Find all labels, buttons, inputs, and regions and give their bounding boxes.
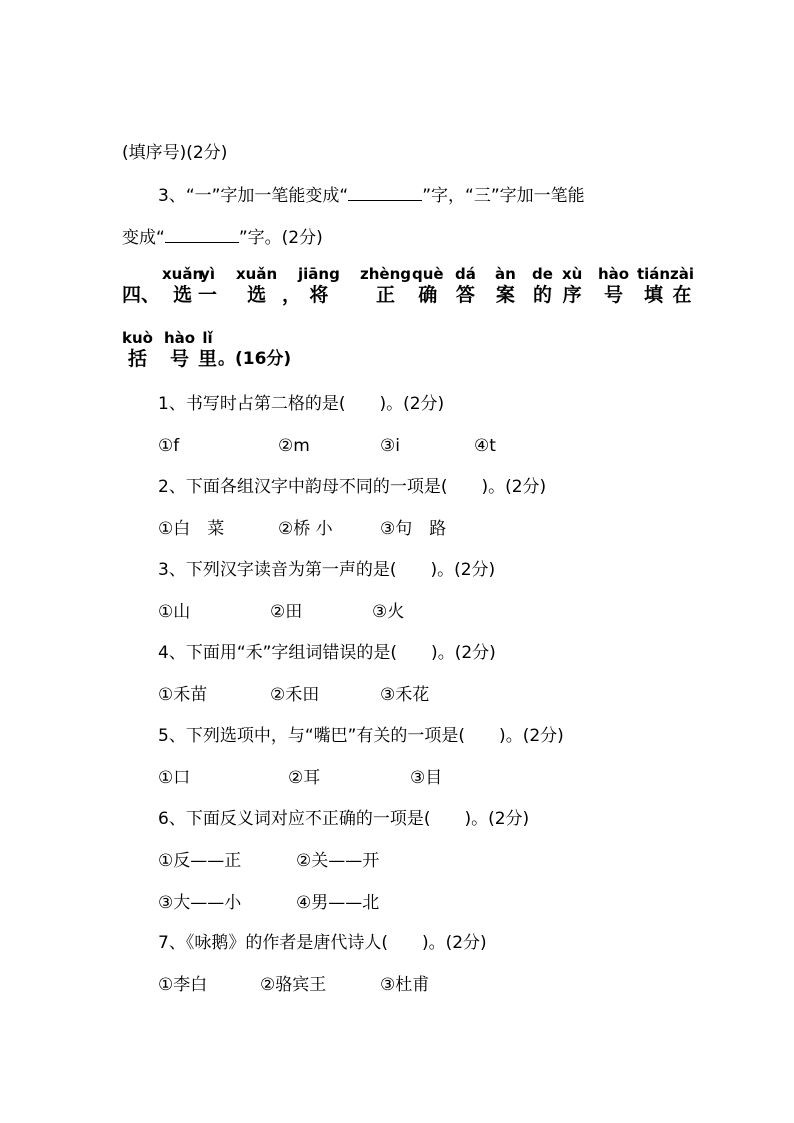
pinyin: dá <box>455 265 476 283</box>
hanzi: ， <box>282 284 302 306</box>
hanzi: 正 <box>375 284 395 306</box>
pinyin: jiāng <box>298 265 340 283</box>
question-3-text-d: ”字。(2分) <box>238 228 323 248</box>
question-1-option[interactable]: ③i <box>380 436 400 456</box>
question-7-stem: 7、《咏鹅》的作者是唐代诗人( )。(2分) <box>158 933 487 953</box>
r1-char <box>598 265 629 307</box>
pinyin <box>122 265 160 283</box>
hanzi: 答 <box>455 284 475 306</box>
pinyin: hào <box>164 329 196 347</box>
pinyin: què <box>412 265 444 283</box>
hanzi: 将 <box>309 284 329 306</box>
pinyin: de <box>532 265 553 283</box>
hanzi: 序 <box>562 284 582 306</box>
pinyin: lǐ <box>202 329 213 347</box>
question-6-option[interactable]: ③大——小 <box>158 893 242 913</box>
hanzi: 的 <box>532 284 552 306</box>
answer-blank-1[interactable] <box>348 186 422 201</box>
pinyin: àn <box>495 265 516 283</box>
hanzi: 四、 <box>122 284 161 306</box>
question-2-option[interactable]: ①白 菜 <box>158 519 225 539</box>
question-7-option[interactable]: ③杜甫 <box>380 975 430 995</box>
question-5-option[interactable]: ①口 <box>158 768 191 788</box>
question-3-option[interactable]: ①山 <box>158 602 191 622</box>
question-3-line2 <box>122 227 323 249</box>
hanzi: 填 <box>644 284 664 306</box>
pinyin: yì <box>200 265 215 283</box>
pinyin: hào <box>598 265 630 283</box>
r1-char <box>236 265 277 307</box>
section-4-points: 。(16分) <box>218 349 292 369</box>
r1-char <box>122 265 160 307</box>
question-4-option[interactable]: ①禾苗 <box>158 685 208 705</box>
question-6-option[interactable]: ②关——开 <box>296 851 380 871</box>
r1-char <box>532 265 553 307</box>
hanzi: 案 <box>495 284 515 306</box>
hanzi: 选 <box>247 284 267 306</box>
question-4-stem: 4、下面用“禾”字组词错误的是( )。(2分) <box>158 643 496 663</box>
question-3-option[interactable]: ②田 <box>270 602 303 622</box>
question-3-text-a: 3、“一”字加一笔能变成“ <box>158 186 349 206</box>
question-3-stem: 3、下列汉字读音为第一声的是( )。(2分) <box>158 560 496 580</box>
question-4-option[interactable]: ②禾田 <box>270 685 320 705</box>
hanzi: 号 <box>604 284 624 306</box>
question-2-stem: 2、下面各组汉字中韵母不同的一项是( )。(2分) <box>158 477 547 497</box>
pinyin: xuǎn <box>162 265 204 283</box>
pinyin: xù <box>562 265 583 283</box>
question-7-option[interactable]: ①李白 <box>158 975 208 995</box>
question-1-option[interactable]: ②m <box>278 436 310 456</box>
question-6-stem: 6、下面反义词对应不正确的一项是( )。(2分) <box>158 809 530 829</box>
r1-char <box>162 265 203 307</box>
question-5-option[interactable]: ②耳 <box>288 768 321 788</box>
hanzi: 在 <box>672 284 692 306</box>
question-6-option[interactable]: ④男——北 <box>296 893 380 913</box>
r2-char <box>122 329 153 371</box>
pinyin: kuò <box>122 329 153 347</box>
hanzi: 选 <box>173 284 193 306</box>
r1-char <box>198 265 217 307</box>
answer-blank-2[interactable] <box>165 228 239 243</box>
hanzi: 里 <box>198 348 218 370</box>
r1-char <box>412 265 444 307</box>
question-3-line1 <box>158 185 585 207</box>
question-5-option[interactable]: ③目 <box>410 768 443 788</box>
question-3-text-c: 变成“ <box>122 228 165 248</box>
question-7-option[interactable]: ②骆宾王 <box>260 975 327 995</box>
pinyin: zhèng <box>360 265 411 283</box>
r1-char <box>360 265 411 307</box>
hanzi: 确 <box>418 284 438 306</box>
r1-char <box>562 265 582 307</box>
question-3-text-b: ”字，“三”字加一笔能 <box>422 186 585 206</box>
r2-char <box>198 329 217 371</box>
hanzi: 一 <box>198 284 218 306</box>
question-1-option[interactable]: ④t <box>474 436 496 456</box>
hanzi: 括 <box>127 348 147 370</box>
pinyin: tián <box>637 265 671 283</box>
question-6-option[interactable]: ①反——正 <box>158 851 242 871</box>
question-1-stem: 1、书写时占第二格的是( )。(2分) <box>158 394 445 414</box>
section-4-row2 <box>122 329 682 389</box>
r2-char <box>164 329 195 371</box>
question-3-option[interactable]: ③火 <box>372 602 405 622</box>
fill-instruction: (填序号)(2分) <box>122 143 228 163</box>
r1-char <box>495 265 516 307</box>
question-2-option[interactable]: ③句 路 <box>380 519 447 539</box>
question-4-option[interactable]: ③禾花 <box>380 685 430 705</box>
hanzi: 号 <box>170 348 190 370</box>
pinyin: zài <box>670 265 694 283</box>
r1-char <box>298 265 340 307</box>
section-4-heading <box>122 265 694 389</box>
pinyin: xuǎn <box>236 265 278 283</box>
r1-char <box>637 265 670 307</box>
r1-char <box>455 265 476 307</box>
question-5-stem: 5、下列选项中，与“嘴巴”有关的一项是( )。(2分) <box>158 726 564 746</box>
question-2-option[interactable]: ②桥 小 <box>278 519 333 539</box>
r1-char <box>670 265 694 307</box>
question-1-option[interactable]: ①f <box>158 436 180 456</box>
section-4-row1 <box>122 265 694 325</box>
